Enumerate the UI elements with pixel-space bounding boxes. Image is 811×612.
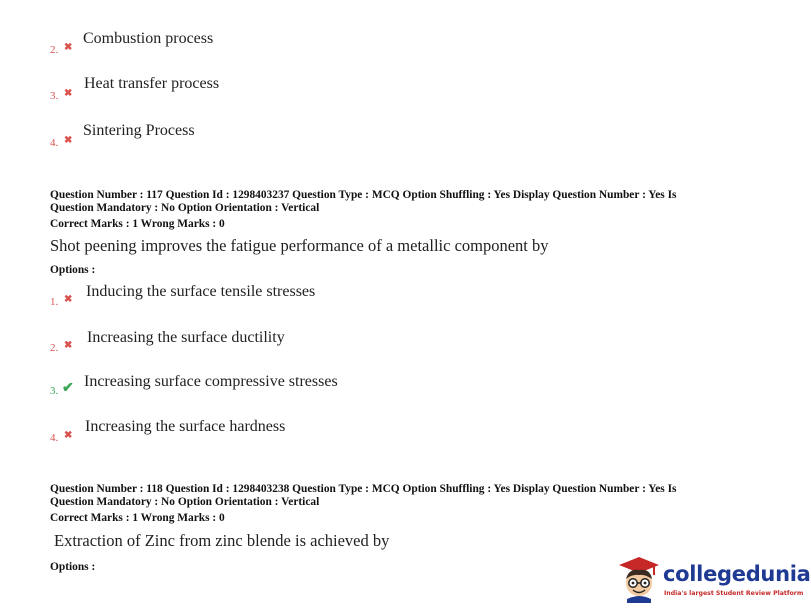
- options-label: Options :: [50, 561, 96, 573]
- question-meta-line: Question Mandatory : No Option Orientation : Vertical: [50, 496, 320, 508]
- question-meta-line: Question Number : 117 Question Id : 1298403237 Question Type : MCQ Option Shuffling : Yes Display Question Number : Yes Is: [50, 189, 677, 201]
- student-mascot-icon: [617, 555, 661, 603]
- option-text: Heat transfer process: [84, 75, 220, 92]
- option-text: Inducing the surface tensile stresses: [86, 283, 316, 300]
- wrong-mark-icon: ✖: [64, 42, 73, 53]
- option-text: Combustion process: [83, 30, 214, 47]
- question-marks: Correct Marks : 1 Wrong Marks : 0: [50, 218, 225, 230]
- correct-check-icon: ✔: [62, 381, 74, 396]
- option-text: Sintering Process: [83, 122, 195, 139]
- option-number: 1.: [50, 296, 59, 308]
- question-text: Extraction of Zinc from zinc blende is achieved by: [54, 531, 390, 550]
- wrong-mark-icon: ✖: [64, 135, 73, 146]
- wrong-mark-icon: ✖: [64, 294, 73, 305]
- question-text: Shot peening improves the fatigue performance of a metallic component by: [50, 236, 549, 255]
- logo-tagline: India's largest Student Review Platform: [664, 590, 804, 597]
- option-number: 3.: [50, 385, 59, 397]
- question-meta-line: Question Number : 118 Question Id : 1298403238 Question Type : MCQ Option Shuffling : Yes Display Question Number : Yes Is: [50, 483, 677, 495]
- question-meta-117: [50, 189, 676, 231]
- wrong-mark-icon: ✖: [64, 430, 73, 441]
- wrong-mark-icon: ✖: [64, 340, 73, 351]
- option-number: 4.: [50, 137, 59, 149]
- question-meta-line: Question Mandatory : No Option Orientation : Vertical: [50, 202, 320, 214]
- option-text: Increasing the surface hardness: [85, 418, 286, 435]
- option-number: 4.: [50, 432, 59, 444]
- option-text: Increasing surface compressive stresses: [84, 373, 338, 390]
- option-number: 2.: [50, 342, 59, 354]
- option-number: 2.: [50, 44, 59, 56]
- question-marks: Correct Marks : 1 Wrong Marks : 0: [50, 512, 225, 524]
- option-text: Increasing the surface ductility: [87, 329, 285, 346]
- question-meta-118: [50, 483, 676, 525]
- wrong-mark-icon: ✖: [64, 88, 73, 99]
- logo-wordmark: collegedunia: [663, 562, 811, 586]
- options-label: Options :: [50, 264, 96, 276]
- collegedunia-logo: [617, 555, 811, 605]
- option-number: 3.: [50, 90, 59, 102]
